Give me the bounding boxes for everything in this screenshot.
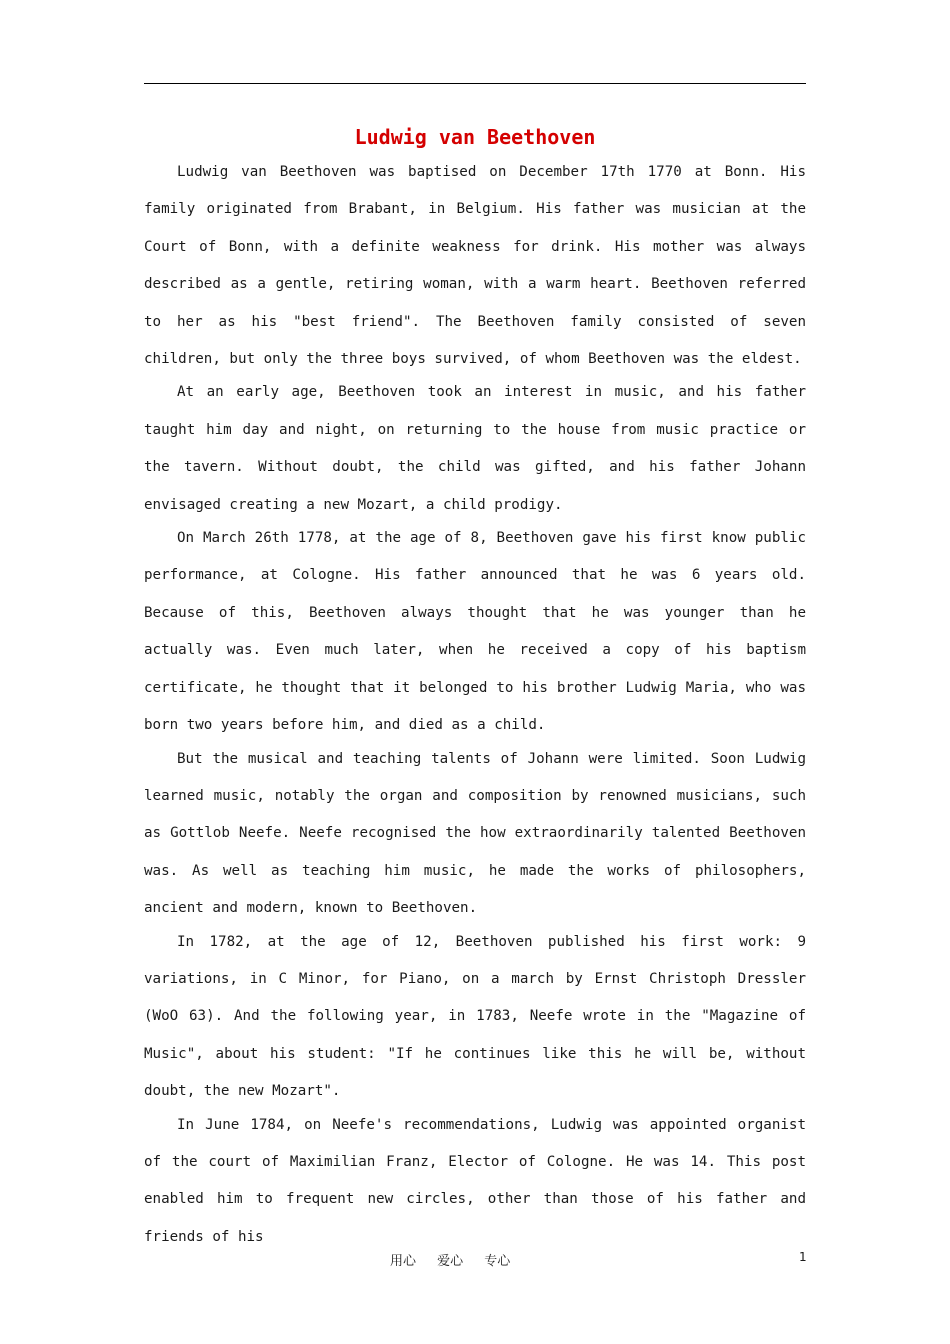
document-body [144,154,806,1252]
document-title: Ludwig van Beethoven [354,125,596,149]
page-number: 1 [799,1250,807,1264]
paragraph: But the musical and teaching talents of Johann were limited. Soon Ludwig learned music, notably the organ and composition by renowned musicians, such as Gottlob Neefe. Neefe recognised the how extraordinarily talented Beethoven was. As well as teaching him music, he made the works of philosophers, ancient and modern, known to Beethoven. [144,750,806,917]
paragraph: Ludwig van Beethoven was baptised on December 17th 1770 at Bonn. His family originated from Brabant, in Belgium. His father was musician at the Court of Bonn, with a definite weakness for drink. His mother was always described as a gentle, retiring woman, with a warm heart. Beethoven referred to her as his "best friend". The Beethoven family consisted of seven children, but only the three boys survived, of whom Beethoven was the eldest. [144,164,806,368]
footer-motto: 用心 爱心 专心 [390,1254,511,1269]
paragraph: In 1782, at the age of 12, Beethoven published his first work: 9 variations, in C Minor, for Piano, on a march by Ernst Christoph Dressler (WoO 63). And the following year, in 1783, Neefe wrote in the "Magazine of Music", about his student: "If he continues like this he will be, without doubt, the new Mozart". [144,933,806,1100]
header-rule [144,83,806,84]
paragraph: In June 1784, on Neefe's recommendations, Ludwig was appointed organist of the court of Maximilian Franz, Elector of Cologne. He was 14. This post enabled him to frequent new circles, other than those of his father and friends of his [144,1116,806,1245]
paragraph: At an early age, Beethoven took an interest in music, and his father taught him day and night, on returning to the house from music practice or the tavern. Without doubt, the child was gifted, and his father Johann envisaged creating a new Mozart, a child prodigy. [144,384,806,513]
page-footer [0,1246,950,1270]
paragraph: On March 26th 1778, at the age of 8, Beethoven gave his first know public performance, at Cologne. His father announced that he was 6 years old. Because of this, Beethoven always thought that he was younger than he actually was. Even much later, when he received a copy of his baptism certificate, he thought that it belonged to his brother Ludwig Maria, who was born two years before him, and died as a child. [144,530,806,734]
